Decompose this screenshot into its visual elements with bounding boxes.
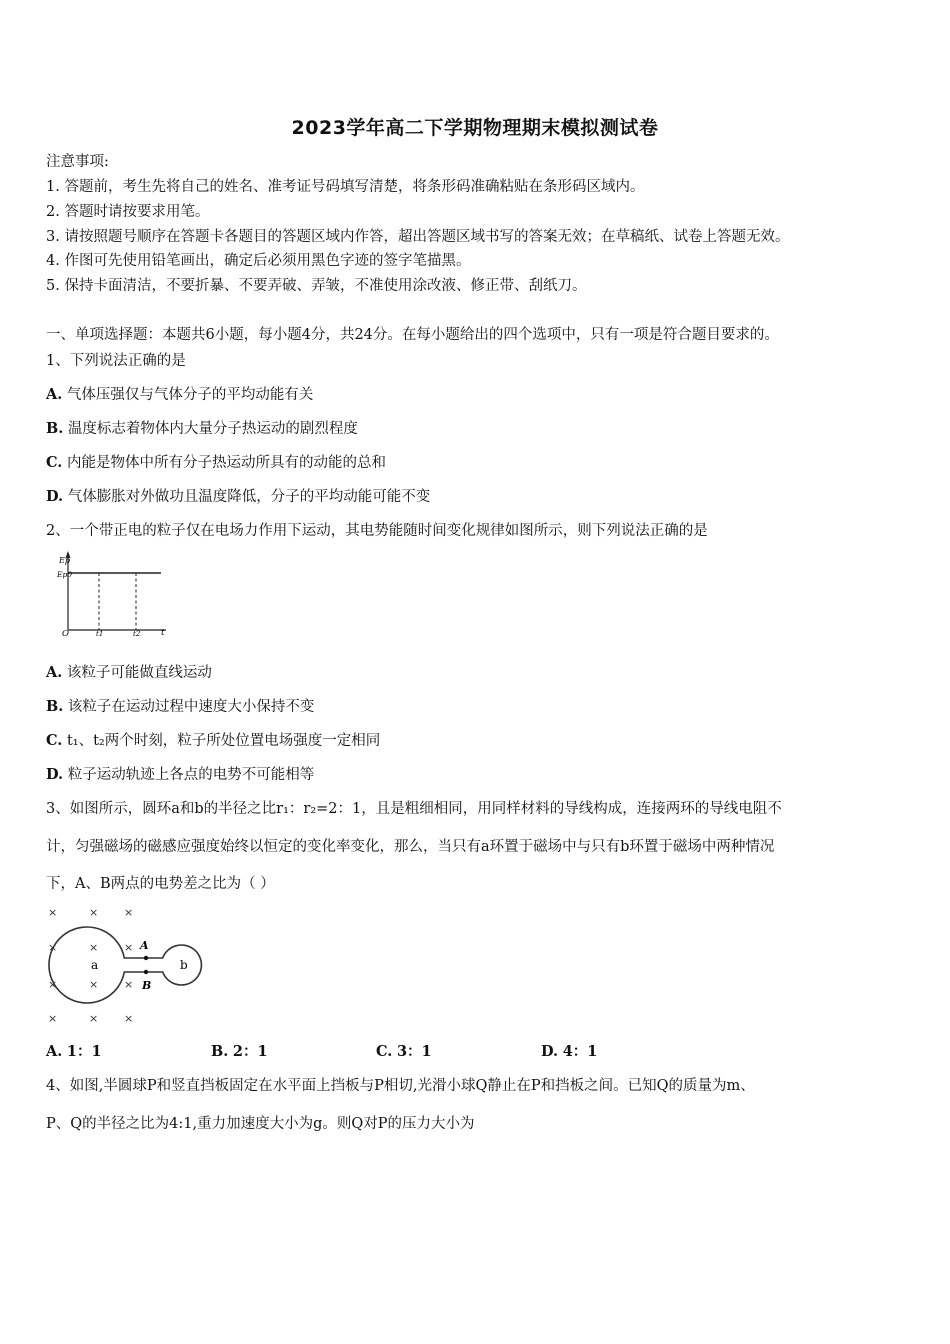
notice-item: 5. 保持卡面清洁，不要折暴、不要弄破、弄皱，不准使用涂改液、修正带、刮纸刀。: [46, 278, 587, 294]
field-cross: ×: [48, 1012, 58, 1025]
rings-magnetic-field-figure: [42, 902, 222, 1027]
option-text: t₁、t₂两个时刻，粒子所处位置电场强度一定相同: [66, 733, 381, 749]
point-b-dot: [144, 970, 148, 974]
notice-item: 4. 作图可先使用铅笔画出，确定后必须用黑色字迹的签字笔描黑。: [46, 253, 471, 269]
q2-option-a: [46, 663, 212, 683]
q1-option-a: [46, 385, 313, 405]
field-cross: ×: [124, 1012, 134, 1025]
option-label: C.: [376, 1043, 393, 1060]
field-cross: ×: [48, 906, 58, 919]
q3-option-a: [46, 1042, 102, 1062]
t1-label: t1: [96, 630, 104, 638]
field-cross: ×: [89, 906, 99, 919]
option-label: B.: [46, 698, 64, 715]
field-cross: ×: [48, 941, 58, 954]
option-text: 4：1: [562, 1043, 598, 1060]
q1-option-b: [46, 419, 358, 439]
point-b-label: B: [142, 979, 152, 992]
t2-label: t2: [133, 630, 141, 638]
q3-option-b: [211, 1042, 268, 1062]
q2-option-b: [46, 697, 314, 717]
option-text: 气体膨胀对外做功且温度降低，分子的平均动能可能不变: [67, 489, 431, 505]
option-label: C.: [46, 454, 63, 471]
question-3-stem-line: 3、如图所示，圆环a和b的半径之比r₁：r₂=2：1，且是粗细相同，用同样材料的导线构成，连接两环的导线电阻不: [46, 801, 782, 817]
ring-b-label: b: [180, 958, 188, 972]
ring-outline: [49, 927, 201, 1003]
notice-item: 1. 答题前，考生先将自己的姓名、准考证号码填写清楚，将条形码准确粘贴在条形码区域内。: [46, 179, 645, 195]
q1-option-c: [46, 453, 386, 473]
point-a-label: A: [140, 939, 149, 952]
section-heading: 一、单项选择题：本题共6小题，每小题4分，共24分。在每小题给出的四个选项中，只有一项是符合题目要求的。: [46, 327, 779, 343]
field-cross: ×: [89, 1012, 99, 1025]
question-3-stem-line: 下，A、B两点的电势差之比为（ ）: [46, 876, 275, 892]
field-cross: ×: [89, 978, 99, 991]
option-label: A.: [46, 386, 63, 403]
option-label: B.: [46, 420, 64, 437]
notice-item: 3. 请按照题号顺序在答题卡各题目的答题区域内作答，超出答题区域书写的答案无效；在草稿纸、试卷上答题无效。: [46, 229, 790, 245]
y-axis-label: Ep: [59, 556, 70, 565]
q2-option-d: [46, 765, 314, 785]
option-label: C.: [46, 732, 63, 749]
notice-item: 2. 答题时请按要求用笔。: [46, 204, 210, 220]
option-label: D.: [46, 766, 64, 783]
option-label: A.: [46, 1043, 63, 1060]
point-a-dot: [144, 956, 148, 960]
field-cross: ×: [48, 978, 58, 991]
q2-option-c: [46, 731, 380, 751]
option-text: 1：1: [66, 1043, 102, 1060]
option-label: D.: [46, 488, 64, 505]
option-label: B.: [211, 1043, 229, 1060]
x-axis-label: t: [161, 628, 165, 638]
y-tick-label: Ep0: [57, 570, 73, 579]
page-title: 2023学年高二下学期物理期末模拟测试卷: [291, 117, 659, 139]
question-4-stem-line: P、Q的半径之比为4:1,重力加速度大小为g。则Q对P的压力大小为: [46, 1116, 475, 1132]
option-text: 2：1: [232, 1043, 268, 1060]
field-cross: ×: [89, 941, 99, 954]
option-text: 粒子运动轨迹上各点的电势不可能相等: [67, 767, 315, 783]
option-label: A.: [46, 664, 63, 681]
question-3-stem-line: 计，匀强磁场的磁感应强度始终以恒定的变化率变化，那么，当只有a环置于磁场中与只有b环置于磁场中两种情况: [46, 839, 775, 855]
field-cross: ×: [124, 978, 134, 991]
option-text: 该粒子可能做直线运动: [66, 665, 212, 681]
question-4-stem-line: 4、如图,半圆球P和竖直挡板固定在水平面上挡板与P相切,光滑小球Q静止在P和挡板之间。已知Q的质量为m、: [46, 1078, 755, 1094]
question-1-stem: 1、下列说法正确的是: [46, 353, 186, 369]
option-text: 内能是物体中所有分子热运动所具有的动能的总和: [66, 455, 386, 471]
option-text: 该粒子在运动过程中速度大小保持不变: [67, 699, 315, 715]
ring-a-label: a: [91, 958, 99, 972]
question-2-stem: 2、一个带正电的粒子仅在电场力作用下运动，其电势能随时间变化规律如图所示，则下列说法正确的是: [46, 523, 708, 539]
option-text: 温度标志着物体内大量分子热运动的剧烈程度: [67, 421, 358, 437]
q3-option-d: [541, 1042, 597, 1062]
notice-heading: 注意事项:: [46, 154, 109, 170]
q1-option-d: [46, 487, 430, 507]
q3-option-c: [376, 1042, 432, 1062]
field-cross: ×: [124, 906, 134, 919]
option-text: 气体压强仅与气体分子的平均动能有关: [66, 387, 314, 403]
option-label: D.: [541, 1043, 559, 1060]
field-cross: ×: [124, 941, 134, 954]
option-text: 3：1: [396, 1043, 432, 1060]
potential-energy-time-graph: [56, 550, 176, 640]
origin-label: O: [62, 629, 69, 639]
